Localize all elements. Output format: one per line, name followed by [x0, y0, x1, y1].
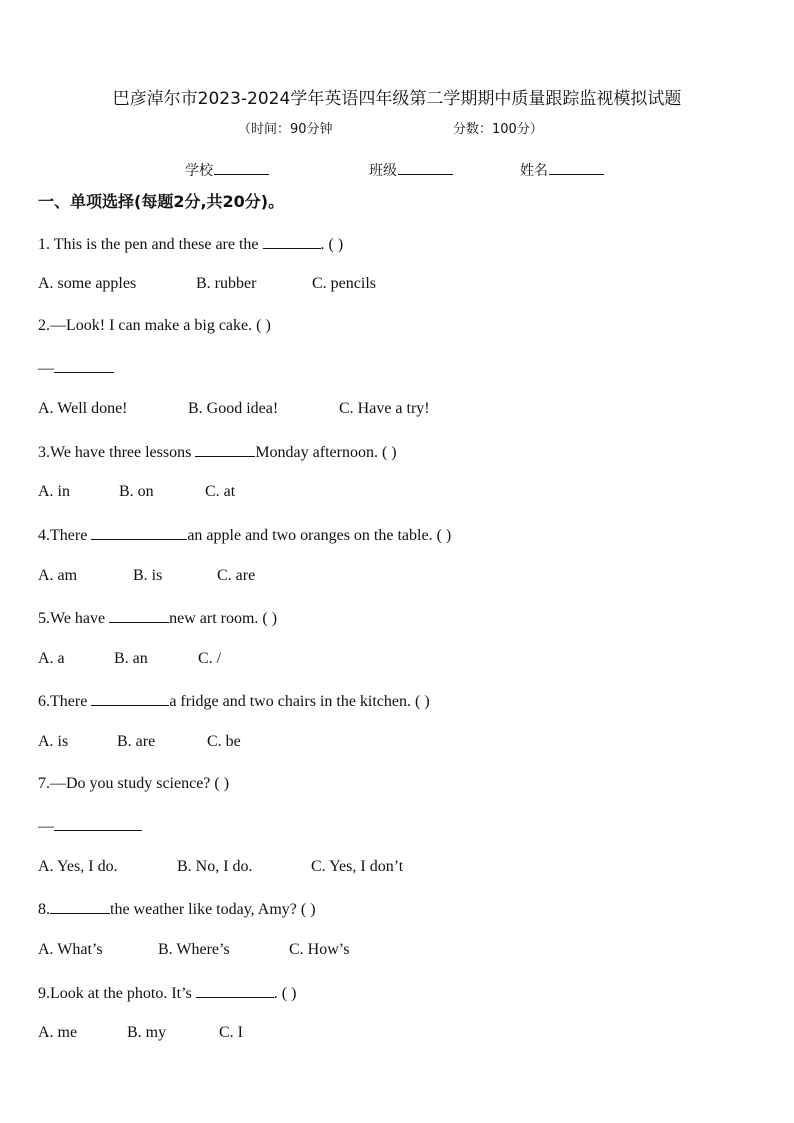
question-6 [38, 690, 430, 712]
question-4 [38, 524, 451, 546]
question-text: an apple and two oranges on the table. ( ) [187, 527, 452, 544]
class-blank[interactable] [398, 160, 453, 175]
option-b[interactable]: B. No, I do. [177, 858, 253, 875]
class-label: 班级 [369, 163, 397, 179]
school-field [185, 160, 269, 180]
option-c[interactable]: C. are [217, 567, 256, 584]
question-text: . ( ) [320, 236, 344, 253]
question-1 [38, 233, 343, 255]
answer-blank[interactable] [263, 233, 321, 249]
option-a[interactable]: A. some apples [38, 275, 137, 292]
school-label: 学校 [185, 163, 213, 179]
options-1 [38, 274, 738, 296]
question-text: 2.—Look! I can make a big cake. ( ) [38, 317, 271, 334]
answer-blank[interactable] [54, 357, 114, 373]
option-b[interactable]: B. are [117, 733, 156, 750]
question-text: new art room. ( ) [169, 610, 278, 627]
options-7 [38, 857, 738, 879]
option-c[interactable]: C. pencils [312, 275, 376, 292]
answer-line-2 [38, 357, 114, 379]
question-3 [38, 441, 397, 463]
option-b[interactable]: B. on [119, 483, 154, 500]
answer-blank[interactable] [54, 815, 142, 831]
question-5 [38, 607, 277, 629]
option-b[interactable]: B. my [127, 1024, 167, 1041]
option-a[interactable]: A. me [38, 1024, 78, 1041]
question-9 [38, 982, 296, 1004]
question-text: . ( ) [273, 985, 297, 1002]
option-b[interactable]: B. an [114, 650, 148, 667]
answer-line-7 [38, 815, 142, 837]
school-blank[interactable] [214, 160, 269, 175]
question-2 [38, 316, 271, 336]
options-5 [38, 649, 738, 671]
question-7 [38, 774, 229, 794]
options-8 [38, 940, 738, 962]
option-c[interactable]: C. Have a try! [339, 400, 430, 417]
option-a[interactable]: A. in [38, 483, 70, 500]
options-4 [38, 566, 738, 588]
option-b[interactable]: B. is [133, 567, 163, 584]
section-heading: 一、单项选择(每题2分,共20分)。 [38, 192, 285, 211]
option-b[interactable]: B. rubber [196, 275, 257, 292]
name-field [520, 160, 604, 180]
answer-blank[interactable] [195, 441, 255, 457]
answer-blank[interactable] [91, 690, 169, 706]
question-8 [38, 898, 316, 920]
dash-prefix: — [38, 818, 54, 835]
option-a[interactable]: A. a [38, 650, 65, 667]
question-text: 4.There [38, 527, 92, 544]
option-b[interactable]: B. Good idea! [188, 400, 279, 417]
option-c[interactable]: C. be [207, 733, 241, 750]
answer-blank[interactable] [50, 898, 110, 914]
options-3 [38, 482, 738, 504]
question-text: 8. [38, 901, 50, 918]
option-a[interactable]: A. Well done! [38, 400, 128, 417]
name-blank[interactable] [549, 160, 604, 175]
question-text: 6.There [38, 693, 92, 710]
question-text: 1. This is the pen and these are the [38, 236, 263, 253]
answer-blank[interactable] [91, 524, 187, 540]
options-9 [38, 1023, 738, 1045]
option-a[interactable]: A. What’s [38, 941, 103, 958]
option-c[interactable]: C. Yes, I don’t [311, 858, 404, 875]
exam-time: （时间：90分钟 [238, 122, 333, 137]
option-a[interactable]: A. Yes, I do. [38, 858, 118, 875]
question-text: 3.We have three lessons [38, 444, 196, 461]
exam-score: 分数：100分） [453, 122, 543, 137]
option-c[interactable]: C. I [219, 1024, 243, 1041]
answer-blank[interactable] [109, 607, 169, 623]
option-b[interactable]: B. Where’s [158, 941, 230, 958]
class-field [369, 160, 453, 180]
option-c[interactable]: C. How’s [289, 941, 350, 958]
question-text: 5.We have [38, 610, 110, 627]
dash-prefix: — [38, 360, 54, 377]
answer-blank[interactable] [196, 982, 274, 998]
option-c[interactable]: C. / [198, 650, 222, 667]
option-a[interactable]: A. am [38, 567, 78, 584]
options-2 [38, 399, 738, 421]
question-text: Monday afternoon. ( ) [255, 444, 397, 461]
exam-title: 巴彦淖尔市2023-2024学年英语四年级第二学期期中质量跟踪监视模拟试题 [112, 89, 682, 109]
question-text: 7.—Do you study science? ( ) [38, 775, 230, 792]
options-6 [38, 732, 738, 754]
option-a[interactable]: A. is [38, 733, 69, 750]
question-text: a fridge and two chairs in the kitchen. ( ) [169, 693, 430, 710]
option-c[interactable]: C. at [205, 483, 236, 500]
question-text: the weather like today, Amy? ( ) [110, 901, 316, 918]
name-label: 姓名 [520, 163, 548, 179]
question-text: 9.Look at the photo. It’s [38, 985, 196, 1002]
